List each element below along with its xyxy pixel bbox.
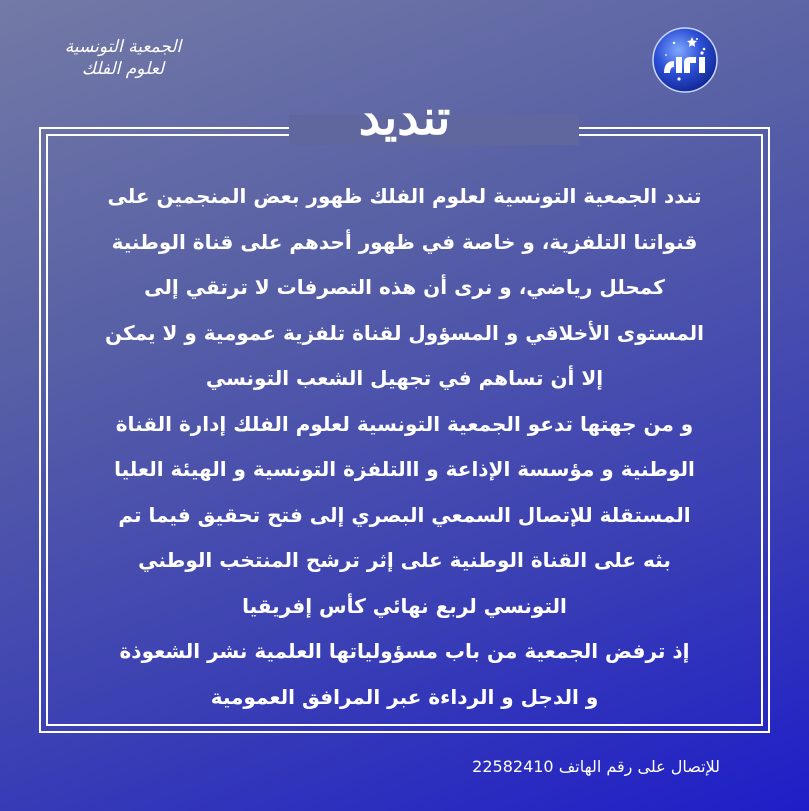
page-title: تنديد [358,90,451,146]
statement-line: المستوى الأخلاقي و المسؤول لقناة تلفزية عمومية و لا يمكن [104,320,705,345]
statement-line: المستقلة للإتصال السمعي البصري إلى فتح تحقيق فيما تم [118,502,691,527]
organization-name [48,36,198,80]
astronomy-society-logo [652,27,718,93]
organization-name-line1: الجمعية التونسية [64,37,182,57]
contact-label: للإتصال على رقم الهاتف [558,757,720,776]
contact-line [300,755,720,779]
statement-line: الوطنية و مؤسسة الإذاعة و االتلفزة التونسية و الهيئة العليا [114,457,695,481]
statement-line: بثه على القناة الوطنية على إثر ترشح المنتخب الوطني [138,548,671,572]
statement-line: إذ ترفض الجمعية من باب مسؤولياتها العلمية نشر الشعوذة [119,639,690,663]
statement-line: و من جهتها تدعو الجمعية التونسية لعلوم الفلك إدارة القناة [115,411,694,436]
statement-line: و الدجل و الرداءة عبر المرافق العمومية [210,684,599,709]
organization-name-line2: لعلوم الفلك [81,59,165,79]
statement-line: تندد الجمعية التونسية لعلوم الفلك ظهور بعض المنجمين على [107,184,702,208]
contact-phone: 22582410 [472,757,554,776]
statement-body [60,174,749,720]
statement-line: التونسي لربع نهائي كأس إفريقيا [242,593,567,618]
statement-line: كمحلل رياضي، و نرى أن هذه التصرفات لا ترتقي إلى [144,275,665,299]
statement-line: إلا أن تساهم في تجهيل الشعب التونسي [205,366,604,390]
statement-line: قنواتنا التلفزية، و خاصة في ظهور أحدهم على قناة الوطنية [111,229,698,254]
